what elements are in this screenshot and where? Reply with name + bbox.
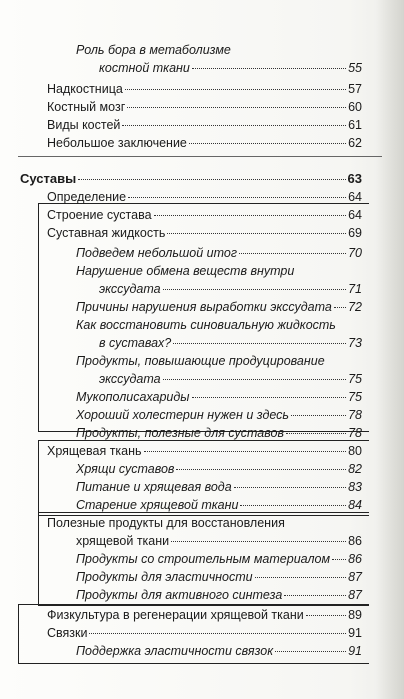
toc-page-number: 61 [348, 118, 362, 132]
dot-leader [286, 433, 346, 434]
dot-leader [163, 379, 346, 380]
dot-leader [192, 68, 346, 69]
dot-leader [284, 595, 346, 596]
dot-leader [240, 505, 346, 506]
toc-page-number: 70 [348, 246, 362, 260]
section-divider [18, 156, 382, 157]
toc-entry-title: Суставная жидкость [47, 226, 166, 240]
dot-leader [173, 343, 346, 344]
toc-entry-title: экссудата [99, 372, 161, 386]
toc-entry-title: Физкультура в регенерации хрящевой ткани [47, 608, 304, 622]
toc-entry-title: Нарушение обмена веществ внутри [76, 264, 295, 278]
toc-entry-title: Продукты для активного синтеза [76, 588, 283, 602]
toc-entry-title: Продукты, повышающие продуцирование [76, 354, 325, 368]
dot-leader [306, 615, 346, 616]
toc-page-number: 82 [348, 462, 362, 476]
dot-leader [167, 233, 346, 234]
toc-entry-title: Связки [47, 626, 88, 640]
dot-leader [334, 307, 346, 308]
toc-entry-title: Определение [47, 190, 127, 204]
toc-entry-title: экссудата [99, 282, 161, 296]
dot-leader [163, 289, 346, 290]
dot-leader [192, 397, 347, 398]
toc-entry-title: Причины нарушения выработки экссудата [76, 300, 332, 314]
toc-entry-title: Продукты для эластичности [76, 570, 253, 584]
toc-page-number: 75 [348, 390, 362, 404]
toc-entry-title: Подведем небольшой итог [76, 246, 237, 260]
toc-page-number: 86 [348, 534, 362, 548]
dot-leader [189, 143, 346, 144]
toc-page-number: 72 [348, 300, 362, 314]
toc-entry-title: Виды костей [47, 118, 121, 132]
toc-page-number: 64 [348, 208, 362, 222]
dot-leader [122, 125, 346, 126]
dot-leader [144, 451, 347, 452]
toc-page-number: 86 [348, 552, 362, 566]
toc-page-number: 80 [348, 444, 362, 458]
dot-leader [239, 253, 346, 254]
toc-page-number: 60 [348, 100, 362, 114]
toc-page-number: 83 [348, 480, 362, 494]
toc-entry-title: Роль бора в метаболизме [76, 43, 231, 57]
dot-leader [171, 541, 346, 542]
toc-page-number: 64 [348, 190, 362, 204]
toc-entry-title: Как восстановить синовиальную жидкость [76, 318, 336, 332]
toc-entry-title: Старение хрящевой ткани [76, 498, 239, 512]
toc-entry-title: Поддержка эластичности связок [76, 644, 274, 658]
toc-page-number: 78 [348, 408, 362, 422]
toc-page-number: 84 [348, 498, 362, 512]
toc-entry-title: Надкостница [47, 82, 123, 96]
toc-page-number: 87 [348, 570, 362, 584]
toc-entry-title: костной ткани [99, 61, 190, 75]
toc-entry-title: Хрящи суставов [76, 462, 175, 476]
dot-leader [275, 651, 346, 652]
toc-page-number: 75 [348, 372, 362, 386]
dot-leader [176, 469, 346, 470]
toc-entry-title: Питание и хрящевая вода [76, 480, 232, 494]
toc-page-number: 55 [348, 61, 362, 75]
toc-page-number: 57 [348, 82, 362, 96]
toc-entry-title: Мукополисахариды [76, 390, 190, 404]
toc-page-number: 91 [348, 626, 362, 640]
toc-entry-title: Суставы [20, 171, 77, 186]
toc-page-number: 69 [348, 226, 362, 240]
dot-leader [154, 215, 347, 216]
dot-leader [128, 197, 346, 198]
toc-entry-title: Продукты со строительным материалом [76, 552, 331, 566]
toc-page-number: 62 [348, 136, 362, 150]
toc-entry-title: Небольшое заключение [47, 136, 187, 150]
dot-leader [234, 487, 346, 488]
dot-leader [125, 89, 346, 90]
toc-page-number: 73 [348, 336, 362, 350]
dot-leader [89, 633, 346, 634]
toc-entry-title: Костный мозг [47, 100, 126, 114]
toc-entry-title: Полезные продукты для восстановления [47, 516, 285, 530]
toc-page-number: 63 [347, 171, 362, 186]
dot-leader [127, 107, 346, 108]
toc-page-number: 78 [348, 426, 362, 440]
dot-leader [291, 415, 346, 416]
toc-entry-title: хрящевой ткани [76, 534, 170, 548]
toc-entry-title: Продукты, полезные для суставов [76, 426, 284, 440]
dot-leader [255, 577, 346, 578]
toc-page-number: 87 [348, 588, 362, 602]
toc-page-number: 71 [348, 282, 362, 296]
toc-entry-title: Хороший холестерин нужен и здесь [76, 408, 290, 422]
toc-page-number: 89 [348, 608, 362, 622]
dot-leader [332, 559, 346, 560]
dot-leader [78, 179, 345, 180]
toc-page-number: 91 [348, 644, 362, 658]
toc-entry-title: Строение сустава [47, 208, 152, 222]
toc-entry-title: Хрящевая ткань [47, 444, 142, 458]
toc-entry-title: в суставах? [99, 336, 172, 350]
